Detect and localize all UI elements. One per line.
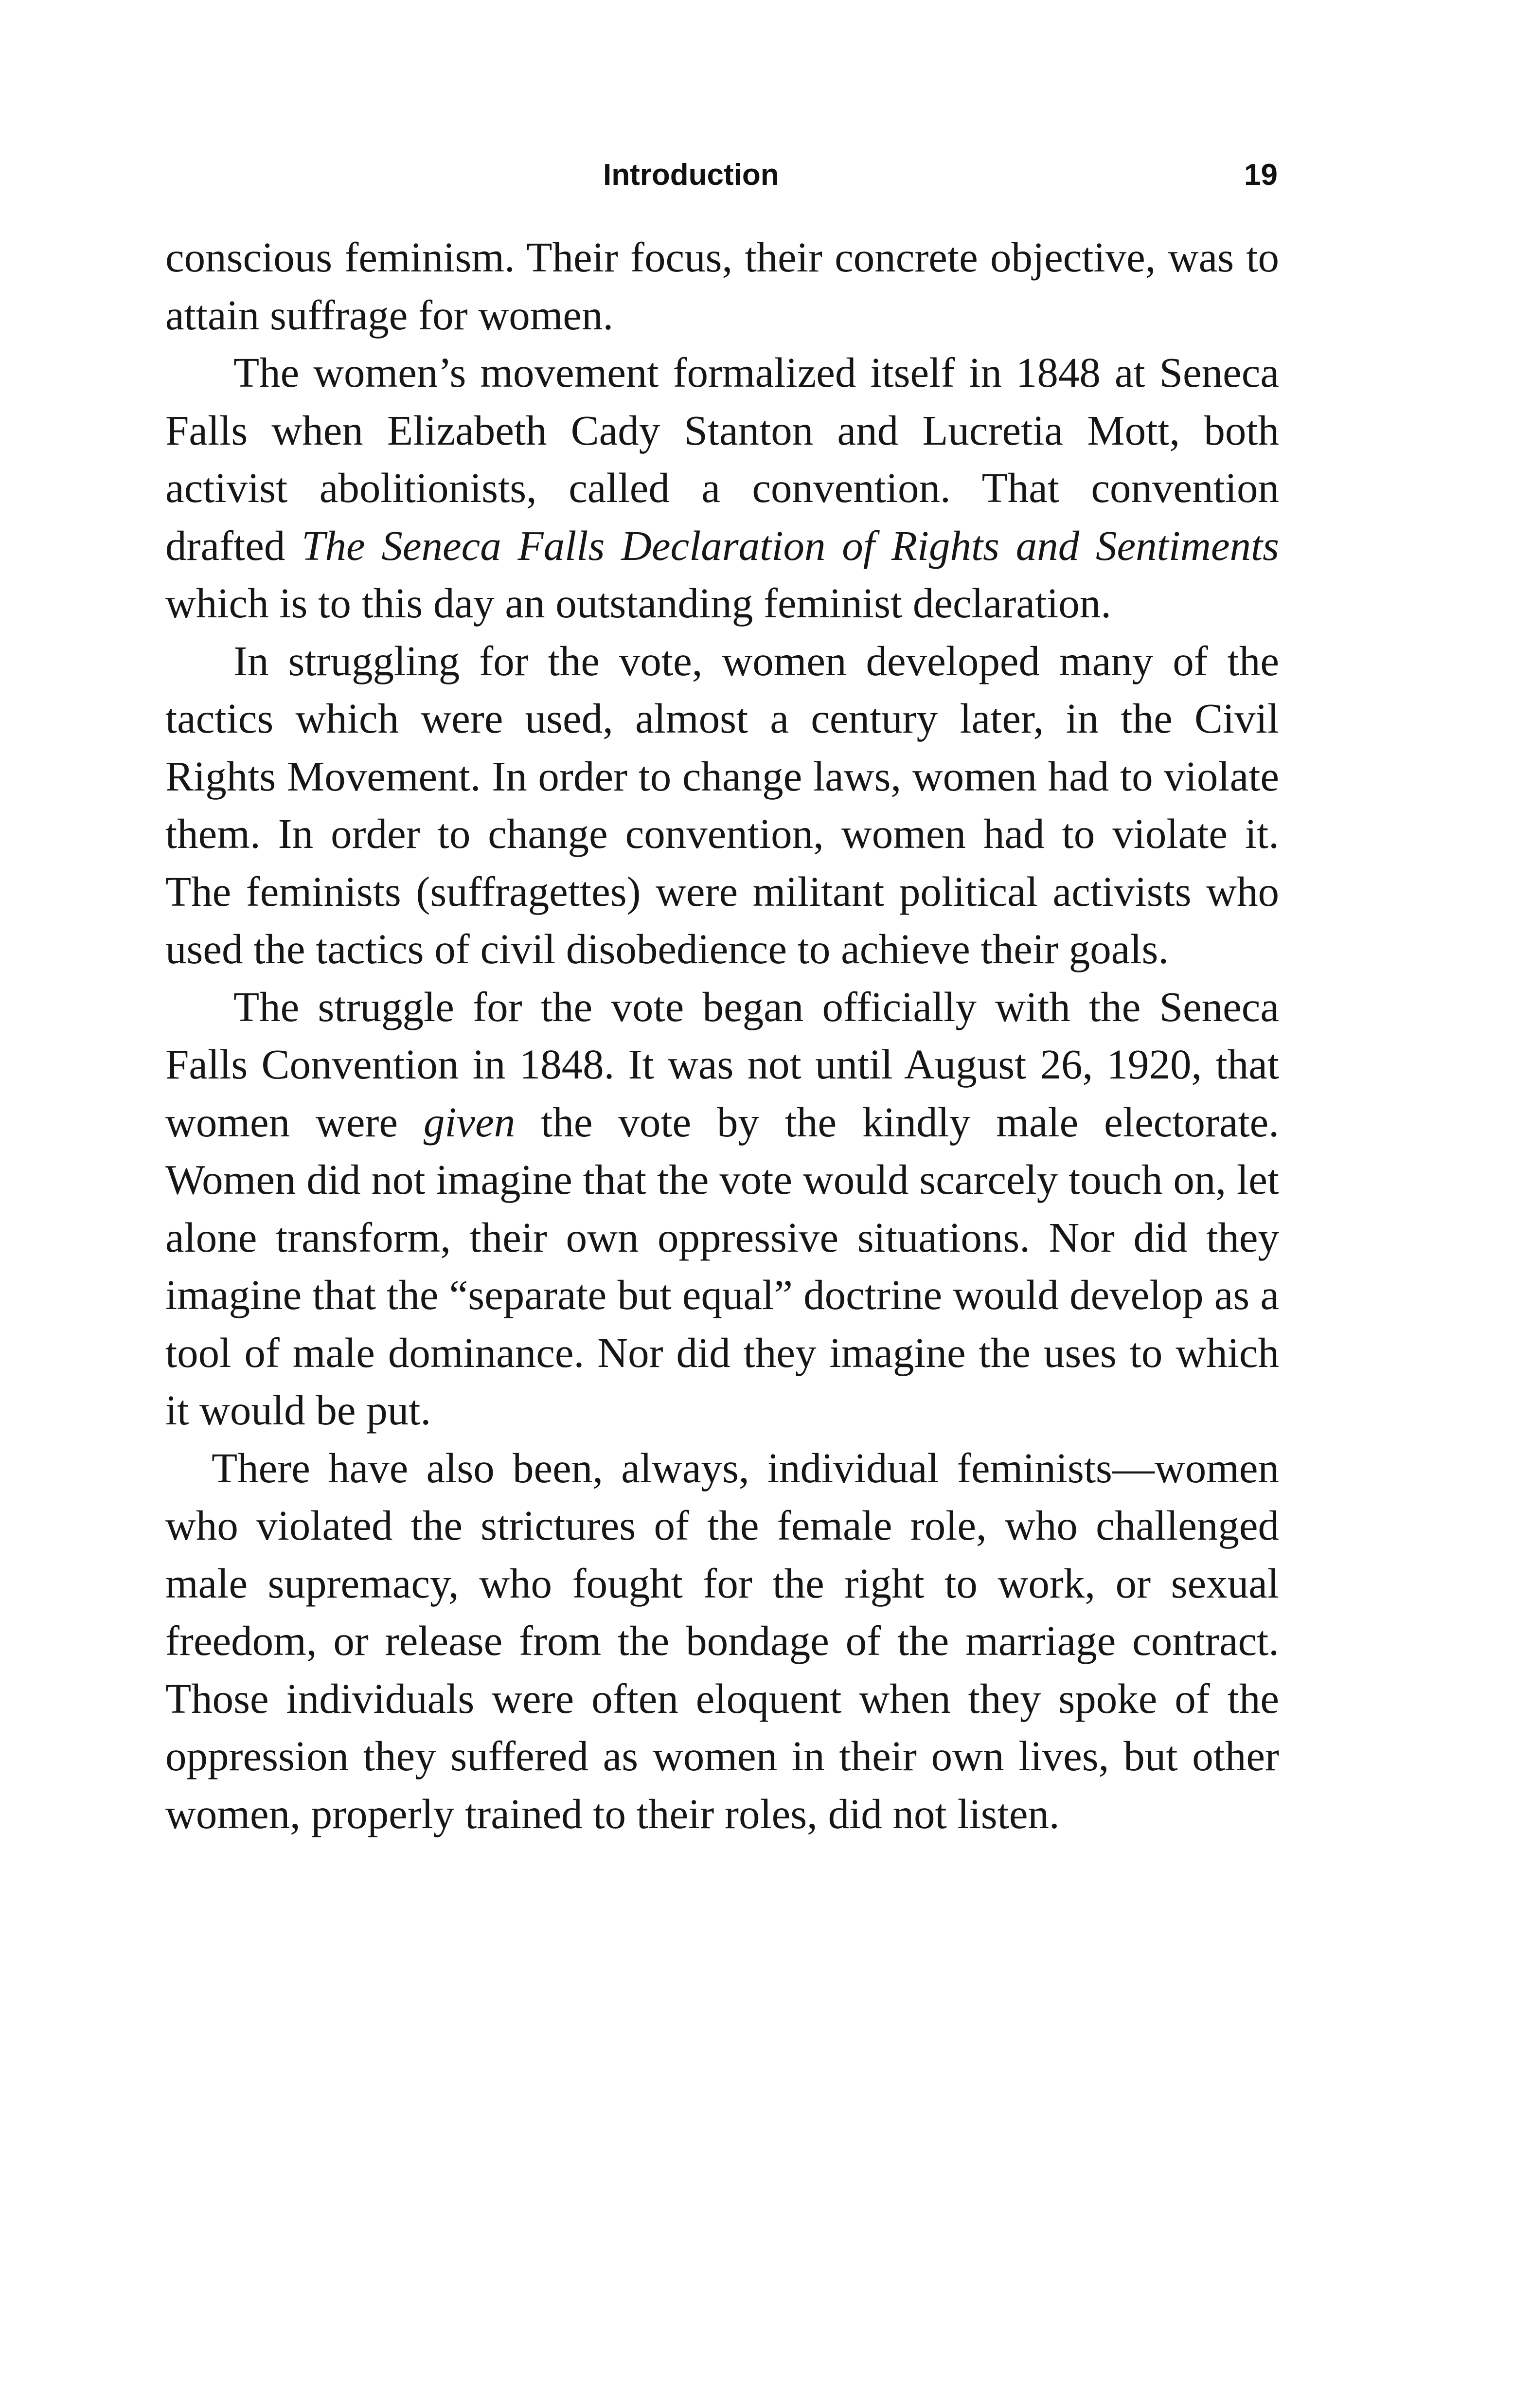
paragraph-4 [165, 978, 1279, 1439]
paragraph-2-text-start: The women’s movement formalized itself in 1848 at Seneca Falls when Elizabeth Cady Stanton and Lucretia Mott, both activist abolitionists, called a convention. That convention drafted [165, 349, 1279, 569]
paragraph-1-text: conscious feminism. Their focus, their concrete objective, was to attain suffrage for women. [165, 234, 1279, 339]
page-header [0, 156, 1532, 195]
running-head: Introduction [603, 158, 779, 192]
paragraph-4-text-end: the vote by the kindly male electorate. Women did not imagine that the vote would scarcely touch on, let alone transform, their own oppressive situations. Nor did they imagine that the “separate but equal” doctrine would develop as a tool of male dominance. Nor did they imagine the uses to which it would be put. [165, 1098, 1279, 1434]
paragraph-2-text-end: which is to this day an outstanding feminist declaration. [165, 579, 1112, 627]
paragraph-5 [165, 1439, 1279, 1843]
emphasis-given: given [423, 1098, 516, 1146]
paragraph-5-text: There have also been, always, individual feminists—women who violated the strictures of the female role, who challenged male supremacy, who fought for the right to work, or sexual freedom, or release from the bondage of the marriage contract. Those individuals were often eloquent when they spoke of the oppression they suffered as women in their own lives, but other women, properly trained to their roles, did not listen. [165, 1444, 1279, 1837]
paragraph-3-text: In struggling for the vote, women developed many of the tactics which were used, almost a century later, in the Civil Rights Movement. In order to change laws, women had to violate them. In order to change convention, women had to violate it. The feminists (suffragettes) were militant political activists who used the tactics of civil disobedience to achieve their goals. [165, 637, 1279, 972]
page-number: 19 [1244, 158, 1278, 192]
paragraph-3 [165, 632, 1279, 978]
body-text [165, 229, 1279, 1843]
paragraph-1 [165, 229, 1279, 344]
paragraph-4-text-start: The struggle for the vote began officially with the Seneca Falls Convention in 1848. It was not until August 26, 1920, that women were [165, 983, 1279, 1146]
paragraph-2 [165, 344, 1279, 632]
declaration-title: The Seneca Falls Declaration of Rights and Sentiments [302, 521, 1279, 569]
